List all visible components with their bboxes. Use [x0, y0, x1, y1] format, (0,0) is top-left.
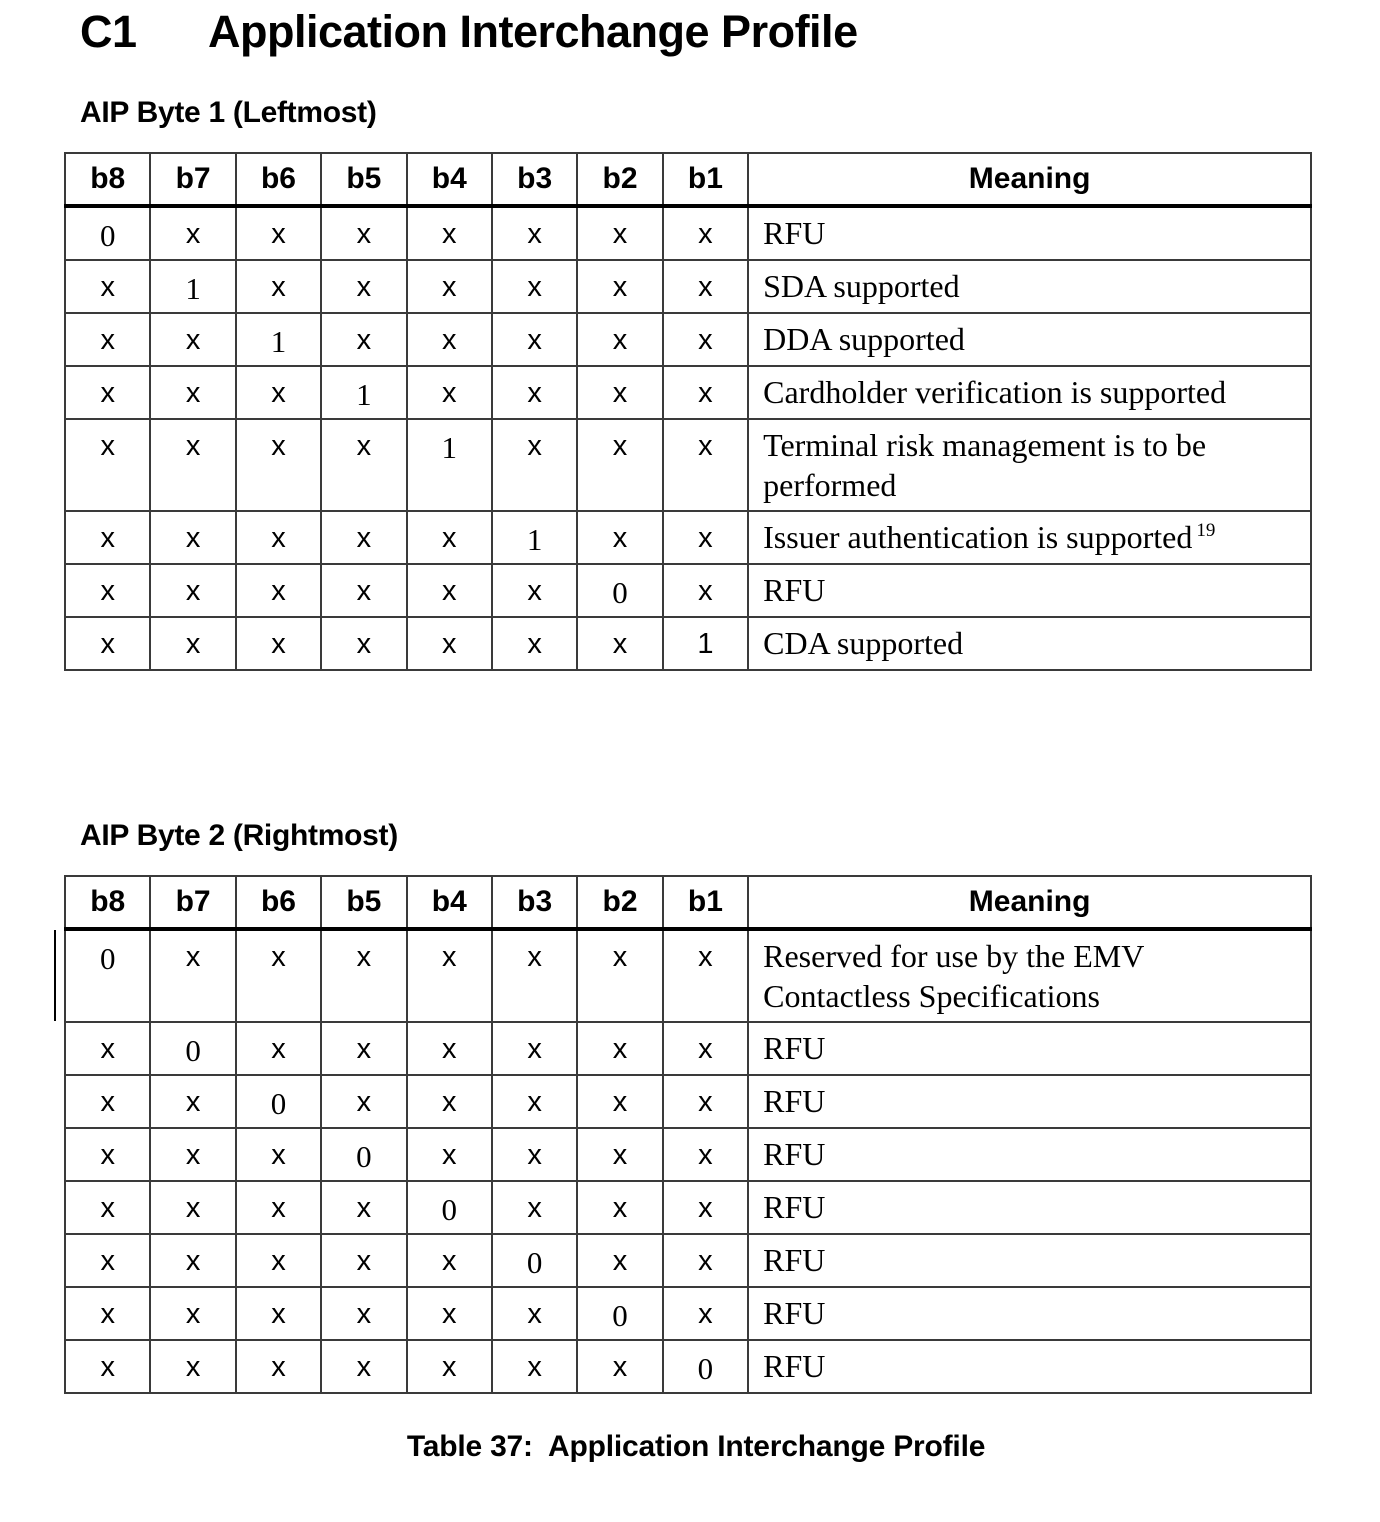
meaning-text: Issuer authentication is supported [763, 519, 1193, 555]
bit-cell: 1 [150, 260, 235, 313]
bit-cell: x [577, 1022, 662, 1075]
meaning-cell [748, 260, 1311, 313]
bit-cell: x [236, 1128, 321, 1181]
column-header-meaning: Meaning [748, 153, 1311, 206]
bit-cell: x [150, 564, 235, 617]
bit-cell: x [407, 617, 492, 670]
table-row [65, 929, 1311, 1022]
table-row [65, 1022, 1311, 1075]
meaning-cell [748, 366, 1311, 419]
bit-cell: x [236, 1181, 321, 1234]
bit-cell: x [492, 617, 577, 670]
table-caption: Table 37: Application Interchange Profile [406, 1430, 986, 1463]
bit-cell: x [577, 511, 662, 564]
bit-cell: x [150, 511, 235, 564]
table-row [65, 1340, 1311, 1393]
bit-cell: 0 [663, 1340, 748, 1393]
meaning-cell [748, 929, 1311, 1022]
bit-cell: x [236, 366, 321, 419]
bit-cell: x [577, 1181, 662, 1234]
table-row [65, 366, 1311, 419]
bit-cell: x [492, 1340, 577, 1393]
bit-cell: x [65, 313, 150, 366]
bit-cell: x [321, 564, 406, 617]
bit-cell: x [321, 929, 406, 1022]
bit-cell: x [407, 564, 492, 617]
column-header-b8: b8 [65, 153, 150, 206]
table-row [65, 1234, 1311, 1287]
table-header-row [65, 153, 1311, 206]
bit-cell: x [65, 366, 150, 419]
meaning-text: DDA supported [763, 321, 965, 357]
bit-cell: x [65, 260, 150, 313]
meaning-cell [748, 564, 1311, 617]
bit-cell: x [407, 313, 492, 366]
bit-cell: x [236, 1022, 321, 1075]
bit-cell: x [407, 1022, 492, 1075]
bit-cell: x [577, 419, 662, 511]
bit-cell: x [65, 617, 150, 670]
bit-cell: x [150, 1128, 235, 1181]
column-header-b5: b5 [321, 153, 406, 206]
bit-cell: x [65, 1075, 150, 1128]
bit-cell: x [236, 564, 321, 617]
bit-cell: x [492, 1128, 577, 1181]
bit-cell: 0 [65, 929, 150, 1022]
column-header-b2: b2 [577, 876, 662, 929]
meaning-text: Reserved for use by the EMV Contactless Specifications [763, 938, 1144, 1014]
bit-cell: x [321, 1181, 406, 1234]
change-bar [54, 930, 56, 1021]
meaning-cell [748, 1075, 1311, 1128]
meaning-text: RFU [763, 1242, 826, 1278]
table-heading-byte-2: AIP Byte 2 (Rightmost) [80, 819, 398, 852]
bit-cell: x [492, 1287, 577, 1340]
bit-cell: 1 [663, 617, 748, 670]
bit-cell: x [236, 419, 321, 511]
bit-cell: x [321, 1234, 406, 1287]
bit-cell: x [321, 313, 406, 366]
meaning-text: SDA supported [763, 268, 960, 304]
bit-cell: x [663, 1234, 748, 1287]
table-row [65, 206, 1311, 260]
bit-cell: x [492, 564, 577, 617]
meaning-cell [748, 511, 1311, 564]
bit-cell: x [663, 1128, 748, 1181]
bit-cell: x [407, 260, 492, 313]
meaning-cell [748, 1022, 1311, 1075]
bit-cell: 0 [236, 1075, 321, 1128]
bit-cell: x [150, 617, 235, 670]
bit-cell: x [407, 366, 492, 419]
column-header-b3: b3 [492, 876, 577, 929]
column-header-b7: b7 [150, 153, 235, 206]
column-header-b1: b1 [663, 153, 748, 206]
column-header-b4: b4 [407, 876, 492, 929]
bit-cell: x [321, 206, 406, 260]
column-header-b2: b2 [577, 153, 662, 206]
bit-cell: x [150, 366, 235, 419]
bit-cell: x [407, 1075, 492, 1128]
meaning-text: RFU [763, 1030, 826, 1066]
bit-cell: x [492, 419, 577, 511]
column-header-b5: b5 [321, 876, 406, 929]
bit-cell: x [577, 313, 662, 366]
meaning-text: RFU [763, 1136, 826, 1172]
meaning-cell [748, 206, 1311, 260]
bit-cell: x [236, 1287, 321, 1340]
bit-cell: x [236, 929, 321, 1022]
bit-cell: x [577, 206, 662, 260]
bit-cell: x [150, 313, 235, 366]
bit-cell: x [236, 1340, 321, 1393]
bit-cell: x [663, 313, 748, 366]
bit-cell: x [150, 1075, 235, 1128]
meaning-cell [748, 1287, 1311, 1340]
bit-cell: 1 [236, 313, 321, 366]
table-heading-byte-1: AIP Byte 1 (Leftmost) [80, 96, 377, 129]
bit-cell: x [492, 206, 577, 260]
column-header-meaning: Meaning [748, 876, 1311, 929]
bit-cell: x [150, 1181, 235, 1234]
bit-cell: x [577, 1234, 662, 1287]
bit-cell: x [663, 1287, 748, 1340]
bit-cell: x [150, 206, 235, 260]
bit-cell: x [492, 260, 577, 313]
bit-cell: 0 [492, 1234, 577, 1287]
table-header-row [65, 876, 1311, 929]
section-number: C1 [80, 6, 137, 57]
table-row [65, 313, 1311, 366]
meaning-text: CDA supported [763, 625, 964, 661]
bit-cell: 0 [407, 1181, 492, 1234]
bit-cell: x [577, 1075, 662, 1128]
bit-cell: x [321, 617, 406, 670]
bit-cell: x [321, 1287, 406, 1340]
bit-cell: x [663, 366, 748, 419]
bit-cell: x [577, 929, 662, 1022]
bit-cell: x [492, 366, 577, 419]
bit-cell: x [492, 1022, 577, 1075]
bit-cell: 0 [577, 564, 662, 617]
bit-cell: 0 [577, 1287, 662, 1340]
bit-cell: x [407, 1234, 492, 1287]
meaning-cell [748, 419, 1311, 511]
meaning-text: RFU [763, 1189, 826, 1225]
bit-cell: x [492, 1181, 577, 1234]
bit-cell: x [492, 1075, 577, 1128]
aip-byte-1-table [64, 152, 1312, 671]
column-header-b8: b8 [65, 876, 150, 929]
section-title-text: Application Interchange Profile [208, 6, 858, 57]
bit-cell: x [407, 1287, 492, 1340]
table-row [65, 617, 1311, 670]
bit-cell: x [236, 206, 321, 260]
bit-cell: x [65, 1234, 150, 1287]
column-header-b7: b7 [150, 876, 235, 929]
bit-cell: x [577, 260, 662, 313]
bit-cell: x [65, 1340, 150, 1393]
bit-cell: x [577, 1128, 662, 1181]
bit-cell: x [577, 366, 662, 419]
meaning-cell [748, 1340, 1311, 1393]
bit-cell: x [663, 564, 748, 617]
bit-cell: x [236, 260, 321, 313]
bit-cell: x [150, 419, 235, 511]
bit-cell: x [663, 260, 748, 313]
section-title [80, 6, 858, 58]
bit-cell: x [65, 1181, 150, 1234]
meaning-cell [748, 313, 1311, 366]
bit-cell: x [407, 206, 492, 260]
meaning-cell [748, 1234, 1311, 1287]
table-row [65, 1287, 1311, 1340]
bit-cell: x [65, 564, 150, 617]
bit-cell: x [321, 260, 406, 313]
bit-cell: 1 [407, 419, 492, 511]
bit-cell: x [663, 419, 748, 511]
bit-cell: x [65, 1287, 150, 1340]
bit-cell: x [236, 1234, 321, 1287]
table-row [65, 260, 1311, 313]
bit-cell: x [236, 617, 321, 670]
column-header-b3: b3 [492, 153, 577, 206]
bit-cell: x [663, 511, 748, 564]
bit-cell: x [321, 1340, 406, 1393]
bit-cell: x [577, 1340, 662, 1393]
bit-cell: x [150, 1340, 235, 1393]
column-header-b6: b6 [236, 153, 321, 206]
column-header-b6: b6 [236, 876, 321, 929]
bit-cell: x [321, 1075, 406, 1128]
bit-cell: 1 [321, 366, 406, 419]
column-header-b4: b4 [407, 153, 492, 206]
meaning-text: RFU [763, 215, 826, 251]
table-row [65, 1075, 1311, 1128]
bit-cell: x [65, 419, 150, 511]
bit-cell: x [492, 929, 577, 1022]
bit-cell: x [492, 313, 577, 366]
column-header-b1: b1 [663, 876, 748, 929]
meaning-text: Terminal risk management is to be performed [763, 427, 1207, 503]
bit-cell: 0 [321, 1128, 406, 1181]
meaning-text: RFU [763, 1083, 826, 1119]
bit-cell: 0 [65, 206, 150, 260]
bit-cell: x [150, 1234, 235, 1287]
bit-cell: x [663, 1075, 748, 1128]
bit-cell: x [236, 511, 321, 564]
meaning-text: Cardholder verification is supported [763, 374, 1227, 410]
bit-cell: x [577, 617, 662, 670]
bit-cell: x [407, 929, 492, 1022]
table-row [65, 564, 1311, 617]
table-row [65, 511, 1311, 564]
bit-cell: x [150, 1287, 235, 1340]
aip-byte-2-table [64, 875, 1312, 1394]
table-row [65, 1128, 1311, 1181]
meaning-cell [748, 1128, 1311, 1181]
table-row [65, 1181, 1311, 1234]
bit-cell: x [663, 1022, 748, 1075]
meaning-cell [748, 1181, 1311, 1234]
bit-cell: x [407, 1340, 492, 1393]
meaning-text: RFU [763, 572, 826, 608]
bit-cell: x [663, 929, 748, 1022]
bit-cell: x [65, 511, 150, 564]
bit-cell: x [150, 929, 235, 1022]
bit-cell: 1 [492, 511, 577, 564]
meaning-text: RFU [763, 1295, 826, 1331]
table-row [65, 419, 1311, 511]
bit-cell: x [321, 419, 406, 511]
bit-cell: x [65, 1022, 150, 1075]
footnote-reference[interactable]: 19 [1196, 520, 1216, 541]
bit-cell: x [65, 1128, 150, 1181]
bit-cell: x [407, 1128, 492, 1181]
bit-cell: x [663, 206, 748, 260]
bit-cell: x [663, 1181, 748, 1234]
bit-cell: 0 [150, 1022, 235, 1075]
bit-cell: x [321, 1022, 406, 1075]
meaning-cell [748, 617, 1311, 670]
bit-cell: x [407, 511, 492, 564]
meaning-text: RFU [763, 1348, 826, 1384]
bit-cell: x [321, 511, 406, 564]
